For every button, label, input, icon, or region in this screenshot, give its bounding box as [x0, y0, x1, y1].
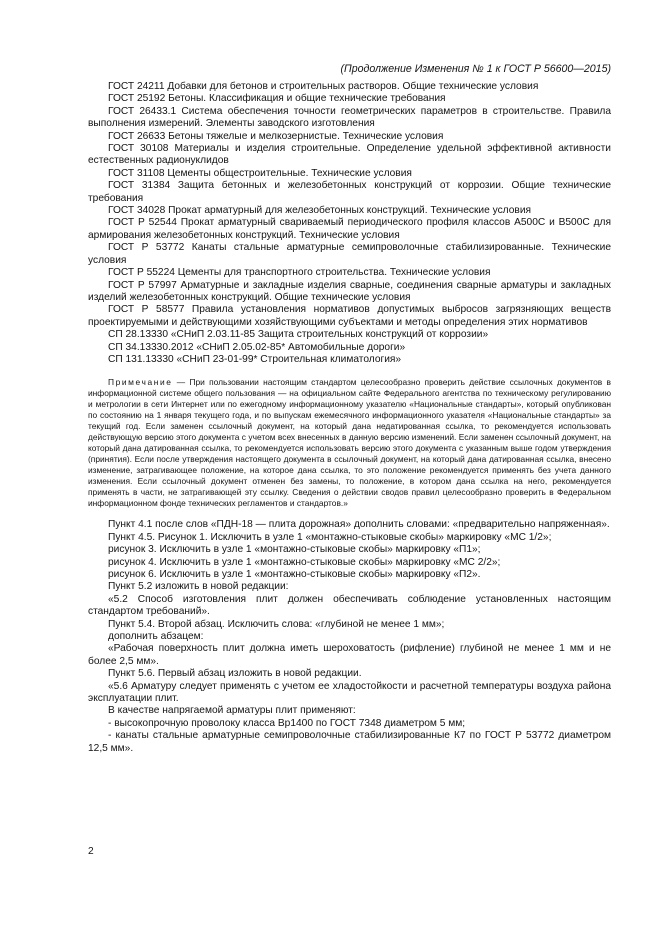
- normative-ref: ГОСТ 26433.1 Система обеспечения точности геометрических параметров в строительстве. Правила выполнения измерений. Элементы заводского изготовления: [88, 105, 611, 130]
- change-item: рисунок 3. Исключить в узле 1 «монтажно-стыковые скобы» маркировку «П1»;: [108, 544, 481, 556]
- change-item: Пункт 5.6. Первый абзац изложить в новой редакции.: [108, 668, 362, 680]
- change-item: «Рабочая поверхность плит должна иметь шероховатость (рифление) глубиной не менее 1 мм и не более 2,5 мм».: [88, 643, 611, 667]
- change-item: - высокопрочную проволоку класса Вр1400 по ГОСТ 7348 диаметром 5 мм;: [108, 717, 466, 729]
- normative-ref: ГОСТ Р 58577 Правила установления нормативов допустимых выбросов загрязняющих веществ проектируемыми и действующими хозяйствующими субъектами и методы определения этих нормативов: [88, 304, 611, 328]
- normative-ref: ГОСТ 24211 Добавки для бетонов и строительных растворов. Общие технические условия: [108, 81, 539, 92]
- change-item: - канаты стальные арматурные семипроволочные стабилизированные К7 по ГОСТ Р 53772 диаметром 12,5 мм».: [88, 730, 611, 754]
- running-header: (Продолжение Изменения № 1 к ГОСТ Р 56600—2015): [340, 63, 611, 75]
- note-text: — При пользовании настоящим стандартом целесообразно проверить действие ссылочных документов в информационной системе общего пользования — на официальном сайте Федерального агентства по техническому регулированию и метрологии в сети Интернет или по ежегодному информационному указателю «Национальные стандарты», который опубликован по состоянию на 1 января текущего года, и по выпускам ежемесячного информационного указателя «Национальные стандарты» за текущий год. Если заменен ссылочный документ, на который дана недатированная ссылка, то рекомендуется использовать действующую версию этого документа с учетом всех внесенных в данную версию изменений. Если заменен ссылочный документ, на который дана датированная ссылка, то рекомендуется использовать версию этого документа с указанным выше годом утверждения (принятия). Если после утверждения настоящего документа в ссылочный документ, на который дана датированная ссылка, внесено изменение, затрагивающее положение, на которое дана ссылка, то это положение рекомендуется применять без учета данного изменения. Если ссылочный документ отменен без замены, то положение, в котором дана ссылка на него, рекомендуется применять в части, не затрагивающей эту ссылку. Сведения о действии сводов правил целесообразно проверить в Федеральном информационном фонде технических регламентов и стандартов.»: [88, 377, 611, 509]
- document-body: [88, 81, 611, 755]
- normative-ref: ГОСТ 34028 Прокат арматурный для железобетонных конструкций. Технические условия: [108, 205, 532, 217]
- normative-ref: СП 28.13330 «СНиП 2.03.11-85 Защита строительных конструкций от коррозии»: [108, 329, 489, 341]
- change-item: рисунок 4. Исключить в узле 1 «монтажно-стыковые скобы» маркировку «МС 2/2»;: [108, 556, 501, 568]
- change-item: «5.2 Способ изготовления плит должен обеспечивать соблюдение установленных настоящим стандартом требований».: [88, 593, 611, 618]
- note-label: Примечание: [108, 377, 173, 388]
- normative-ref: ГОСТ Р 57997 Арматурные и закладные изделия сварные, соединения сварные арматуры и закладных изделий железобетонных конструкций. Общие технические условия: [88, 279, 611, 303]
- normative-ref: СП 34.13330.2012 «СНиП 2.05.02-85* Автомобильные дороги»: [108, 341, 406, 353]
- change-item: В качестве напрягаемой арматуры плит применяют:: [108, 705, 356, 717]
- normative-ref: ГОСТ 30108 Материалы и изделия строительные. Определение удельной эффективной активности естественных радионуклидов: [88, 143, 611, 167]
- normative-ref: ГОСТ 25192 Бетоны. Классификация и общие технические требования: [108, 93, 446, 105]
- normative-ref: ГОСТ Р 52544 Прокат арматурный свариваемый периодического профиля классов А500С и В500С для армирования железобетонных конструкций. Технические условия: [88, 217, 611, 241]
- note-paragraph: [88, 377, 611, 509]
- change-item: рисунок 6. Исключить в узле 1 «монтажно-стыковые скобы» маркировку «П2».: [108, 568, 481, 580]
- normative-ref: ГОСТ 31384 Защита бетонных и железобетонных конструкций от коррозии. Общие технические требования: [88, 180, 611, 204]
- normative-ref: ГОСТ Р 55224 Цементы для транспортного строительства. Технические условия: [108, 267, 491, 279]
- change-item: Пункт 5.2 изложить в новой редакции:: [108, 581, 289, 593]
- change-item: Пункт 4.5. Рисунок 1. Исключить в узле 1 «монтажно-стыковые скобы» маркировку «МС 1/2»;: [108, 531, 552, 543]
- normative-ref: СП 131.13330 «СНиП 23-01-99* Строительная климатология»: [108, 353, 402, 365]
- normative-ref: ГОСТ Р 53772 Канаты стальные арматурные семипроволочные стабилизированные. Технические условия: [88, 242, 611, 266]
- change-item: Пункт 4.1 после слов «ПДН-18 — плита дорожная» дополнить словами: «предварительно напряженная».: [108, 519, 610, 531]
- change-item: дополнить абзацем:: [108, 631, 204, 642]
- normative-ref: ГОСТ 31108 Цементы общестроительные. Технические условия: [108, 167, 412, 179]
- normative-ref: ГОСТ 26633 Бетоны тяжелые и мелкозернистые. Технические условия: [108, 130, 444, 142]
- change-item: «5.6 Арматуру следует применять с учетом ее хладостойкости и расчетной температуры воздуха района эксплуатации плит.: [88, 680, 611, 705]
- change-item: Пункт 5.4. Второй абзац. Исключить слова: «глубиной не менее 1 мм»;: [108, 618, 445, 630]
- page-number: 2: [88, 846, 94, 857]
